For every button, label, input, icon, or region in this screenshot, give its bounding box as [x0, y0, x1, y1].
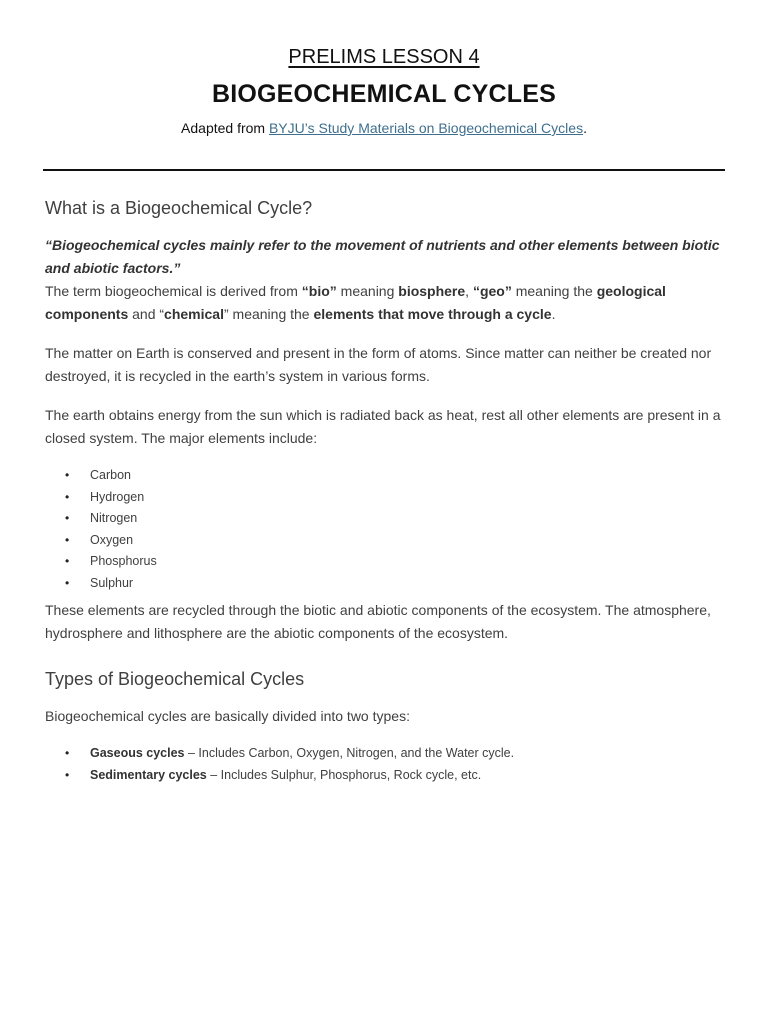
list-item	[45, 551, 157, 573]
bullet-icon: •	[65, 468, 70, 482]
bullet-icon: •	[65, 554, 70, 569]
term-text-6: ” meaning the	[223, 306, 314, 322]
bullet-icon: •	[65, 511, 70, 526]
term-text-3: ,	[465, 283, 473, 299]
term-bold-biosphere: biosphere	[398, 283, 466, 299]
list-item	[45, 765, 514, 787]
list-item-label: Hydrogen	[90, 489, 145, 504]
list-item-label: Nitrogen	[90, 511, 138, 526]
list-item	[45, 530, 157, 552]
bullet-icon: •	[65, 489, 70, 504]
term-text-4: meaning the	[511, 283, 597, 299]
definition-quote: “Biogeochemical cycles mainly refer to the movement of nutrients and other elements between biotic and abiotic factors.”	[45, 237, 720, 276]
source-attribution	[0, 120, 768, 136]
type-description: – Includes Sulphur, Phosphorus, Rock cycle, etc.	[206, 767, 482, 782]
list-item	[45, 743, 514, 765]
term-bold-elements: elements that move through a cycle	[313, 306, 552, 322]
page-title: BIOGEOCHEMICAL CYCLES	[211, 80, 557, 108]
term-bold-chemical: chemical	[164, 306, 224, 322]
term-text-2: meaning	[336, 283, 399, 299]
list-item-label: Sulphur	[90, 575, 134, 590]
term-text-5: and “	[128, 306, 165, 322]
bullet-icon: •	[65, 575, 70, 590]
lesson-label: PRELIMS LESSON 4	[288, 46, 480, 68]
energy-paragraph: The earth obtains energy from the sun which is radiated back as heat, rest all other elements are present in a closed system. The major elements include:	[45, 407, 721, 446]
list-item	[45, 573, 157, 595]
definition-paragraph	[45, 234, 725, 326]
term-text-7: .	[551, 306, 556, 322]
recycling-paragraph: These elements are recycled through the biotic and abiotic components of the ecosystem. The atmosphere, hydrosphere and lithosphere are the abiotic components of the ecosystem.	[45, 602, 711, 641]
list-item-label: Oxygen	[90, 532, 134, 547]
bullet-icon: •	[65, 767, 70, 782]
bullet-icon: •	[65, 746, 70, 760]
attribution-prefix: Adapted from	[181, 120, 269, 136]
term-bold-geo: “geo”	[472, 283, 512, 299]
types-list	[45, 743, 514, 786]
source-link[interactable]: BYJU’s Study Materials on Biogeochemical Cycles	[268, 120, 584, 136]
list-item	[45, 487, 157, 509]
section-heading-types: Types of Biogeochemical Cycles	[45, 669, 305, 689]
term-text-1: The term biogeochemical is derived from	[45, 283, 302, 299]
type-name: Sedimentary cycles	[90, 767, 207, 782]
list-item-label: Carbon	[90, 468, 131, 482]
bullet-icon: •	[65, 532, 70, 547]
elements-list	[45, 465, 157, 595]
section-heading-what-is: What is a Biogeochemical Cycle?	[45, 198, 313, 218]
attribution-suffix: .	[583, 120, 587, 136]
matter-paragraph: The matter on Earth is conserved and present in the form of atoms. Since matter can neither be created nor destroyed, it is recycled in the earth’s system in various forms.	[45, 345, 712, 384]
types-intro: Biogeochemical cycles are basically divided into two types:	[45, 708, 410, 724]
term-bold-bio: “bio”	[301, 283, 337, 299]
type-name: Gaseous cycles	[90, 746, 188, 760]
list-item	[45, 465, 157, 487]
term-bold-geological: geological components	[45, 283, 666, 322]
header-divider	[43, 169, 725, 171]
type-description: – Includes Carbon, Oxygen, Nitrogen, and the Water cycle.	[187, 746, 515, 760]
list-item	[45, 508, 157, 530]
list-item-label: Phosphorus	[90, 554, 157, 569]
